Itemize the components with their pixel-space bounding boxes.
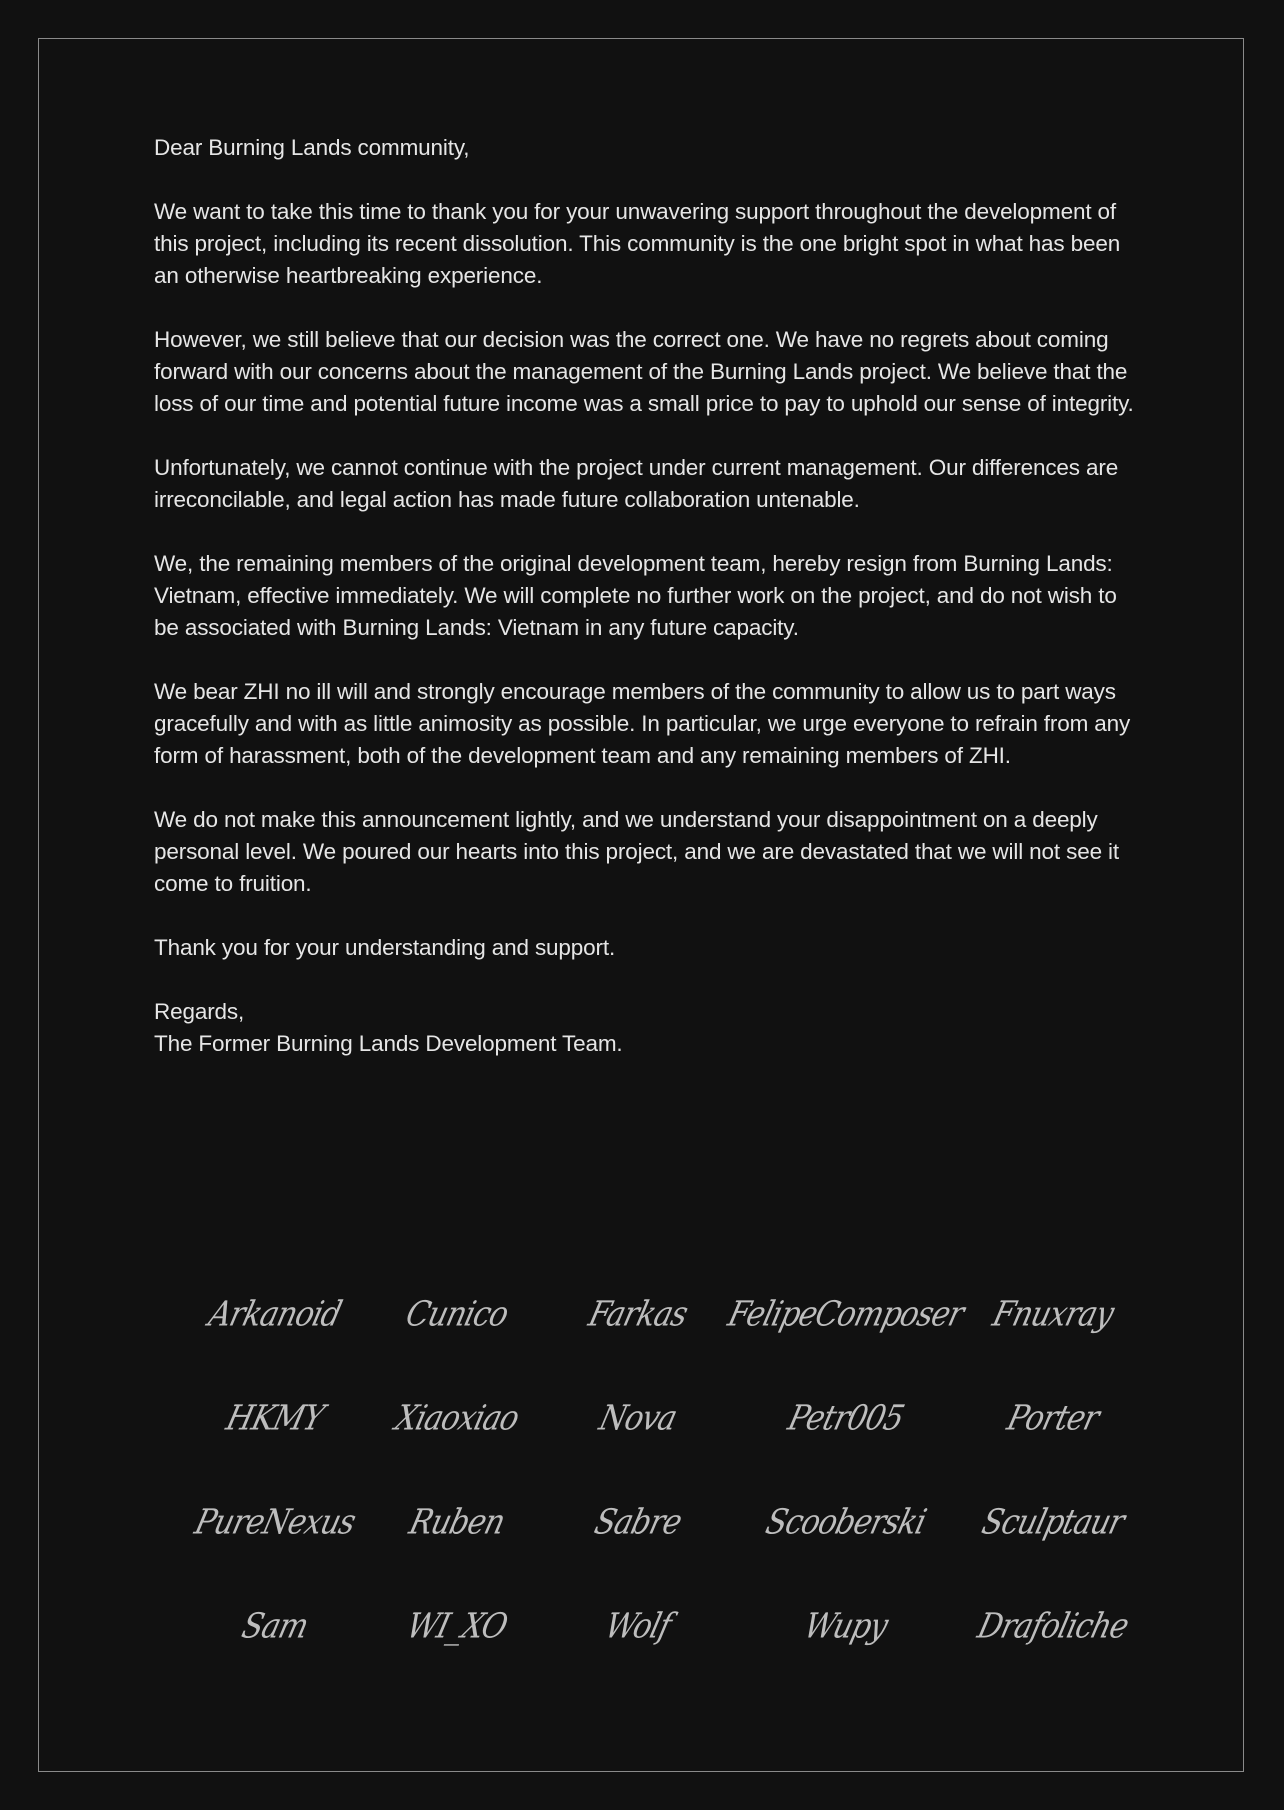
signature: Porter [1003, 1397, 1103, 1439]
letter-paragraph: We, the remaining members of the original development team, hereby resign from Burning Lands: Vietnam, effective immediately. We will complete no further work on the project, and do not wish to be associated with Burning Lands: Vietnam in any future capacity. [154, 551, 1117, 640]
signature: Fnuxray [988, 1293, 1118, 1335]
signature: PureNexus [190, 1501, 359, 1543]
signature: Drafoliche [973, 1605, 1133, 1647]
letter-paragraph: However, we still believe that our decision was the correct one. We have no regrets about coming forward with our concerns about the management of the Burning Lands project. We believe that the loss of our time and potential future income was a small price to pay to uphold our sense of integrity. [154, 327, 1134, 416]
signature: Sabre [590, 1501, 686, 1543]
signature: FelipeComposer [723, 1293, 968, 1335]
signature: Cunico [401, 1293, 512, 1335]
letter-paragraph: We do not make this announcement lightly, and we understand your disappointment on a deeply personal level. We poured our hearts into this project, and we are devastated that we will not see it come to fruition. [154, 807, 1119, 896]
letter-paragraph: Unfortunately, we cannot continue with the project under current management. Our differences are irreconcilable, and legal action has made future collaboration untenable. [154, 455, 1119, 512]
signature: Ruben [404, 1501, 509, 1543]
signature: WI_XO [402, 1605, 511, 1647]
signature: Scooberski [761, 1501, 930, 1543]
signature: Nova [595, 1397, 681, 1439]
signature-grid [184, 1262, 1144, 1678]
signature: Arkanoid [204, 1293, 345, 1335]
signature: Wupy [800, 1605, 892, 1647]
letter-paragraph: We bear ZHI no ill will and strongly encourage members of the community to allow us to part ways gracefully and with as little animosity as possible. In particular, we urge everyone to refrain from any form of harassment, both of the development team and any remaining members of ZHI. [154, 679, 1131, 768]
letter-greeting: Dear Burning Lands community, [154, 135, 470, 160]
letter-sign-off: The Former Burning Lands Development Team. [154, 1031, 623, 1056]
letter-paragraph: We want to take this time to thank you for your unwavering support throughout the development of this project, including its recent dissolution. This community is the one bright spot in what has been an otherwise heartbreaking experience. [154, 199, 1121, 288]
signature: Sculptaur [978, 1501, 1129, 1543]
letter-paragraph: Thank you for your understanding and support. [154, 935, 616, 960]
letter-closing: Regards, [154, 999, 245, 1024]
signature: HKMY [222, 1397, 328, 1439]
signature: Farkas [584, 1293, 692, 1335]
signature: Petr005 [784, 1397, 908, 1439]
resignation-letter [154, 132, 1144, 1060]
signature: Wolf [601, 1605, 675, 1647]
signature: Xiaoxiao [390, 1397, 523, 1439]
signature: Sam [237, 1605, 312, 1647]
